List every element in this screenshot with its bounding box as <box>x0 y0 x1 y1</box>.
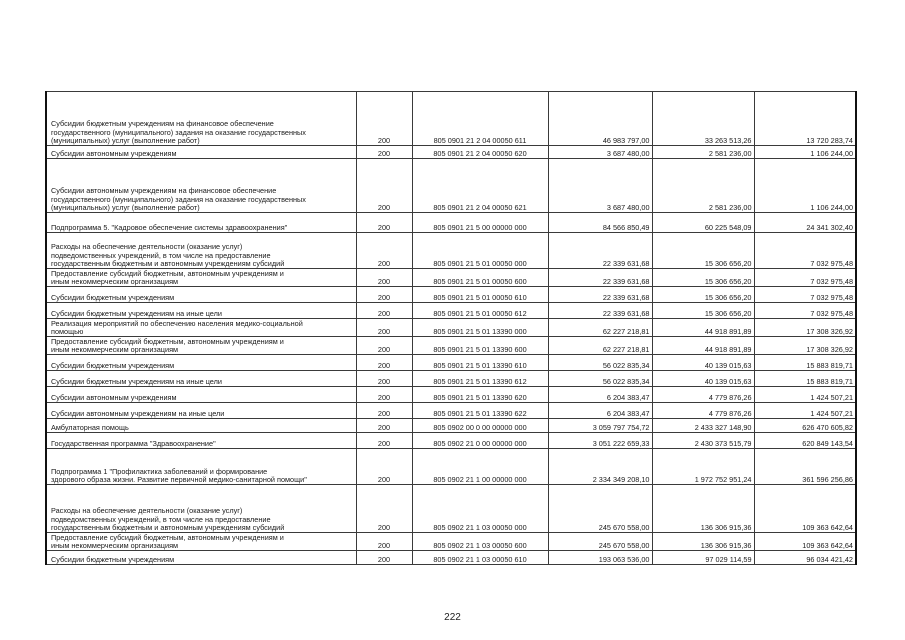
row-value-3: 96 034 421,42 <box>754 551 856 565</box>
row-code: 200 <box>356 159 412 213</box>
row-name: Предоставление субсидий бюджетным, автономным учреждениям и иным некоммерческим организациям <box>46 337 356 355</box>
row-classification: 805 0901 21 5 01 00050 600 <box>412 269 548 287</box>
row-value-1: 62 227 218,81 <box>548 319 652 337</box>
row-code: 200 <box>356 92 412 146</box>
row-value-3: 7 032 975,48 <box>754 233 856 269</box>
table-row <box>46 269 856 287</box>
row-name: Подпрограмма 1 "Профилактика заболеваний и формирование здорового образа жизни. Развитие первичной медико-санитарной помощи" <box>46 449 356 485</box>
row-code: 200 <box>356 485 412 533</box>
row-value-2: 44 918 891,89 <box>652 337 754 355</box>
row-value-3: 1 106 244,00 <box>754 159 856 213</box>
row-value-3: 7 032 975,48 <box>754 287 856 303</box>
row-name: Субсидии бюджетным учреждениям на иные цели <box>46 371 356 387</box>
table-row <box>46 371 856 387</box>
row-value-2: 2 581 236,00 <box>652 146 754 159</box>
row-classification: 805 0901 21 2 04 00050 620 <box>412 146 548 159</box>
row-classification: 805 0902 21 1 03 00050 600 <box>412 533 548 551</box>
table-row <box>46 303 856 319</box>
row-name: Предоставление субсидий бюджетным, автономным учреждениям и иным некоммерческим организациям <box>46 533 356 551</box>
row-name: Субсидии бюджетным учреждениям <box>46 551 356 565</box>
row-value-3: 1 424 507,21 <box>754 387 856 403</box>
row-value-3: 24 341 302,40 <box>754 213 856 233</box>
row-value-2: 15 306 656,20 <box>652 303 754 319</box>
row-value-3: 1 106 244,00 <box>754 146 856 159</box>
row-code: 200 <box>356 449 412 485</box>
row-value-2: 2 430 373 515,79 <box>652 433 754 449</box>
row-code: 200 <box>356 355 412 371</box>
row-value-1: 245 670 558,00 <box>548 485 652 533</box>
row-classification: 805 0901 21 5 01 13390 600 <box>412 337 548 355</box>
row-code: 200 <box>356 419 412 433</box>
row-value-1: 2 334 349 208,10 <box>548 449 652 485</box>
budget-table <box>45 91 857 565</box>
table-row <box>46 337 856 355</box>
row-name: Субсидии автономным учреждениям <box>46 387 356 403</box>
row-code: 200 <box>356 233 412 269</box>
row-value-2: 15 306 656,20 <box>652 233 754 269</box>
row-code: 200 <box>356 269 412 287</box>
row-value-1: 22 339 631,68 <box>548 233 652 269</box>
row-name: Расходы на обеспечение деятельности (оказание услуг) подведомственных учреждений, в том числе на предоставление государственным бюджетным и автономным учреждениям субсидий <box>46 485 356 533</box>
row-value-1: 46 983 797,00 <box>548 92 652 146</box>
budget-table-body <box>46 92 856 565</box>
table-row <box>46 319 856 337</box>
table-row <box>46 159 856 213</box>
row-value-1: 3 051 222 659,33 <box>548 433 652 449</box>
row-classification: 805 0901 21 5 01 13390 000 <box>412 319 548 337</box>
row-value-2: 4 779 876,26 <box>652 387 754 403</box>
row-value-1: 22 339 631,68 <box>548 269 652 287</box>
row-value-2: 40 139 015,63 <box>652 355 754 371</box>
row-value-3: 109 363 642,64 <box>754 533 856 551</box>
row-name: Субсидии бюджетным учреждениям <box>46 287 356 303</box>
row-classification: 805 0901 21 5 01 00050 610 <box>412 287 548 303</box>
table-row <box>46 387 856 403</box>
row-value-3: 620 849 143,54 <box>754 433 856 449</box>
table-row <box>46 355 856 371</box>
row-name: Расходы на обеспечение деятельности (оказание услуг) подведомственных учреждений, в том числе на предоставление государственным бюджетным и автономным учреждениям субсидий <box>46 233 356 269</box>
row-code: 200 <box>356 287 412 303</box>
row-name: Предоставление субсидий бюджетным, автономным учреждениям и иным некоммерческим организациям <box>46 269 356 287</box>
row-name: Субсидии автономным учреждениям <box>46 146 356 159</box>
table-row <box>46 485 856 533</box>
row-classification: 805 0901 21 5 01 13390 622 <box>412 403 548 419</box>
row-value-3: 13 720 283,74 <box>754 92 856 146</box>
table-row <box>46 92 856 146</box>
row-value-2: 136 306 915,36 <box>652 533 754 551</box>
row-classification: 805 0902 21 1 03 00050 000 <box>412 485 548 533</box>
row-value-1: 62 227 218,81 <box>548 337 652 355</box>
row-value-1: 56 022 835,34 <box>548 371 652 387</box>
row-name: Подпрограмма 5. "Кадровое обеспечение системы здравоохранения" <box>46 213 356 233</box>
row-name: Государственная программа "Здравоохранение" <box>46 433 356 449</box>
table-row <box>46 213 856 233</box>
page-number: 222 <box>444 612 461 623</box>
table-row <box>46 403 856 419</box>
table-row <box>46 533 856 551</box>
row-value-2: 2 581 236,00 <box>652 159 754 213</box>
row-code: 200 <box>356 146 412 159</box>
row-name: Субсидии бюджетным учреждениям <box>46 355 356 371</box>
table-row <box>46 146 856 159</box>
table-row <box>46 233 856 269</box>
row-classification: 805 0901 21 5 01 13390 610 <box>412 355 548 371</box>
row-name: Субсидии бюджетным учреждениям на финансовое обеспечение государственного (муниципального) задания на оказание государственных (муниципальных) услуг (выполнение работ) <box>46 92 356 146</box>
row-value-3: 15 883 819,71 <box>754 355 856 371</box>
row-classification: 805 0901 21 2 04 00050 621 <box>412 159 548 213</box>
row-classification: 805 0901 21 5 01 13390 620 <box>412 387 548 403</box>
row-value-2: 15 306 656,20 <box>652 287 754 303</box>
row-value-2: 60 225 548,09 <box>652 213 754 233</box>
row-value-2: 2 433 327 148,90 <box>652 419 754 433</box>
row-value-2: 4 779 876,26 <box>652 403 754 419</box>
row-value-3: 626 470 605,82 <box>754 419 856 433</box>
row-value-2: 97 029 114,59 <box>652 551 754 565</box>
row-code: 200 <box>356 433 412 449</box>
row-value-3: 1 424 507,21 <box>754 403 856 419</box>
row-value-1: 245 670 558,00 <box>548 533 652 551</box>
row-value-1: 84 566 850,49 <box>548 213 652 233</box>
row-code: 200 <box>356 337 412 355</box>
table-row <box>46 551 856 565</box>
row-value-2: 40 139 015,63 <box>652 371 754 387</box>
row-classification: 805 0902 00 0 00 00000 000 <box>412 419 548 433</box>
row-code: 200 <box>356 533 412 551</box>
row-classification: 805 0902 21 1 00 00000 000 <box>412 449 548 485</box>
row-classification: 805 0901 21 2 04 00050 611 <box>412 92 548 146</box>
row-value-2: 15 306 656,20 <box>652 269 754 287</box>
table-row <box>46 287 856 303</box>
row-value-1: 3 687 480,00 <box>548 146 652 159</box>
row-classification: 805 0901 21 5 01 00050 000 <box>412 233 548 269</box>
row-value-2: 33 263 513,26 <box>652 92 754 146</box>
row-value-3: 17 308 326,92 <box>754 337 856 355</box>
row-value-1: 22 339 631,68 <box>548 287 652 303</box>
row-value-3: 7 032 975,48 <box>754 269 856 287</box>
row-name: Субсидии бюджетным учреждениям на иные цели <box>46 303 356 319</box>
row-name: Субсидии автономным учреждениям на иные цели <box>46 403 356 419</box>
row-name: Субсидии автономным учреждениям на финансовое обеспечение государственного (муниципального) задания на оказание государственных (муниципальных) услуг (выполнение работ) <box>46 159 356 213</box>
row-code: 200 <box>356 387 412 403</box>
row-code: 200 <box>356 319 412 337</box>
row-code: 200 <box>356 371 412 387</box>
row-classification: 805 0901 21 5 00 00000 000 <box>412 213 548 233</box>
row-name: Амбулаторная помощь <box>46 419 356 433</box>
row-value-2: 1 972 752 951,24 <box>652 449 754 485</box>
row-name: Реализация мероприятий по обеспечению населения медико-социальной помощью <box>46 319 356 337</box>
row-value-3: 109 363 642,64 <box>754 485 856 533</box>
table-row <box>46 419 856 433</box>
row-value-1: 3 059 797 754,72 <box>548 419 652 433</box>
row-value-1: 6 204 383,47 <box>548 403 652 419</box>
row-code: 200 <box>356 213 412 233</box>
row-value-3: 7 032 975,48 <box>754 303 856 319</box>
row-value-1: 193 063 536,00 <box>548 551 652 565</box>
row-code: 200 <box>356 403 412 419</box>
table-row <box>46 449 856 485</box>
row-classification: 805 0901 21 5 01 13390 612 <box>412 371 548 387</box>
row-classification: 805 0902 21 1 03 00050 610 <box>412 551 548 565</box>
row-value-1: 56 022 835,34 <box>548 355 652 371</box>
row-value-2: 44 918 891,89 <box>652 319 754 337</box>
row-classification: 805 0902 21 0 00 00000 000 <box>412 433 548 449</box>
row-value-1: 22 339 631,68 <box>548 303 652 319</box>
row-code: 200 <box>356 303 412 319</box>
row-code: 200 <box>356 551 412 565</box>
row-value-3: 15 883 819,71 <box>754 371 856 387</box>
row-value-3: 361 596 256,86 <box>754 449 856 485</box>
row-classification: 805 0901 21 5 01 00050 612 <box>412 303 548 319</box>
row-value-1: 3 687 480,00 <box>548 159 652 213</box>
row-value-2: 136 306 915,36 <box>652 485 754 533</box>
row-value-1: 6 204 383,47 <box>548 387 652 403</box>
row-value-3: 17 308 326,92 <box>754 319 856 337</box>
table-row <box>46 433 856 449</box>
